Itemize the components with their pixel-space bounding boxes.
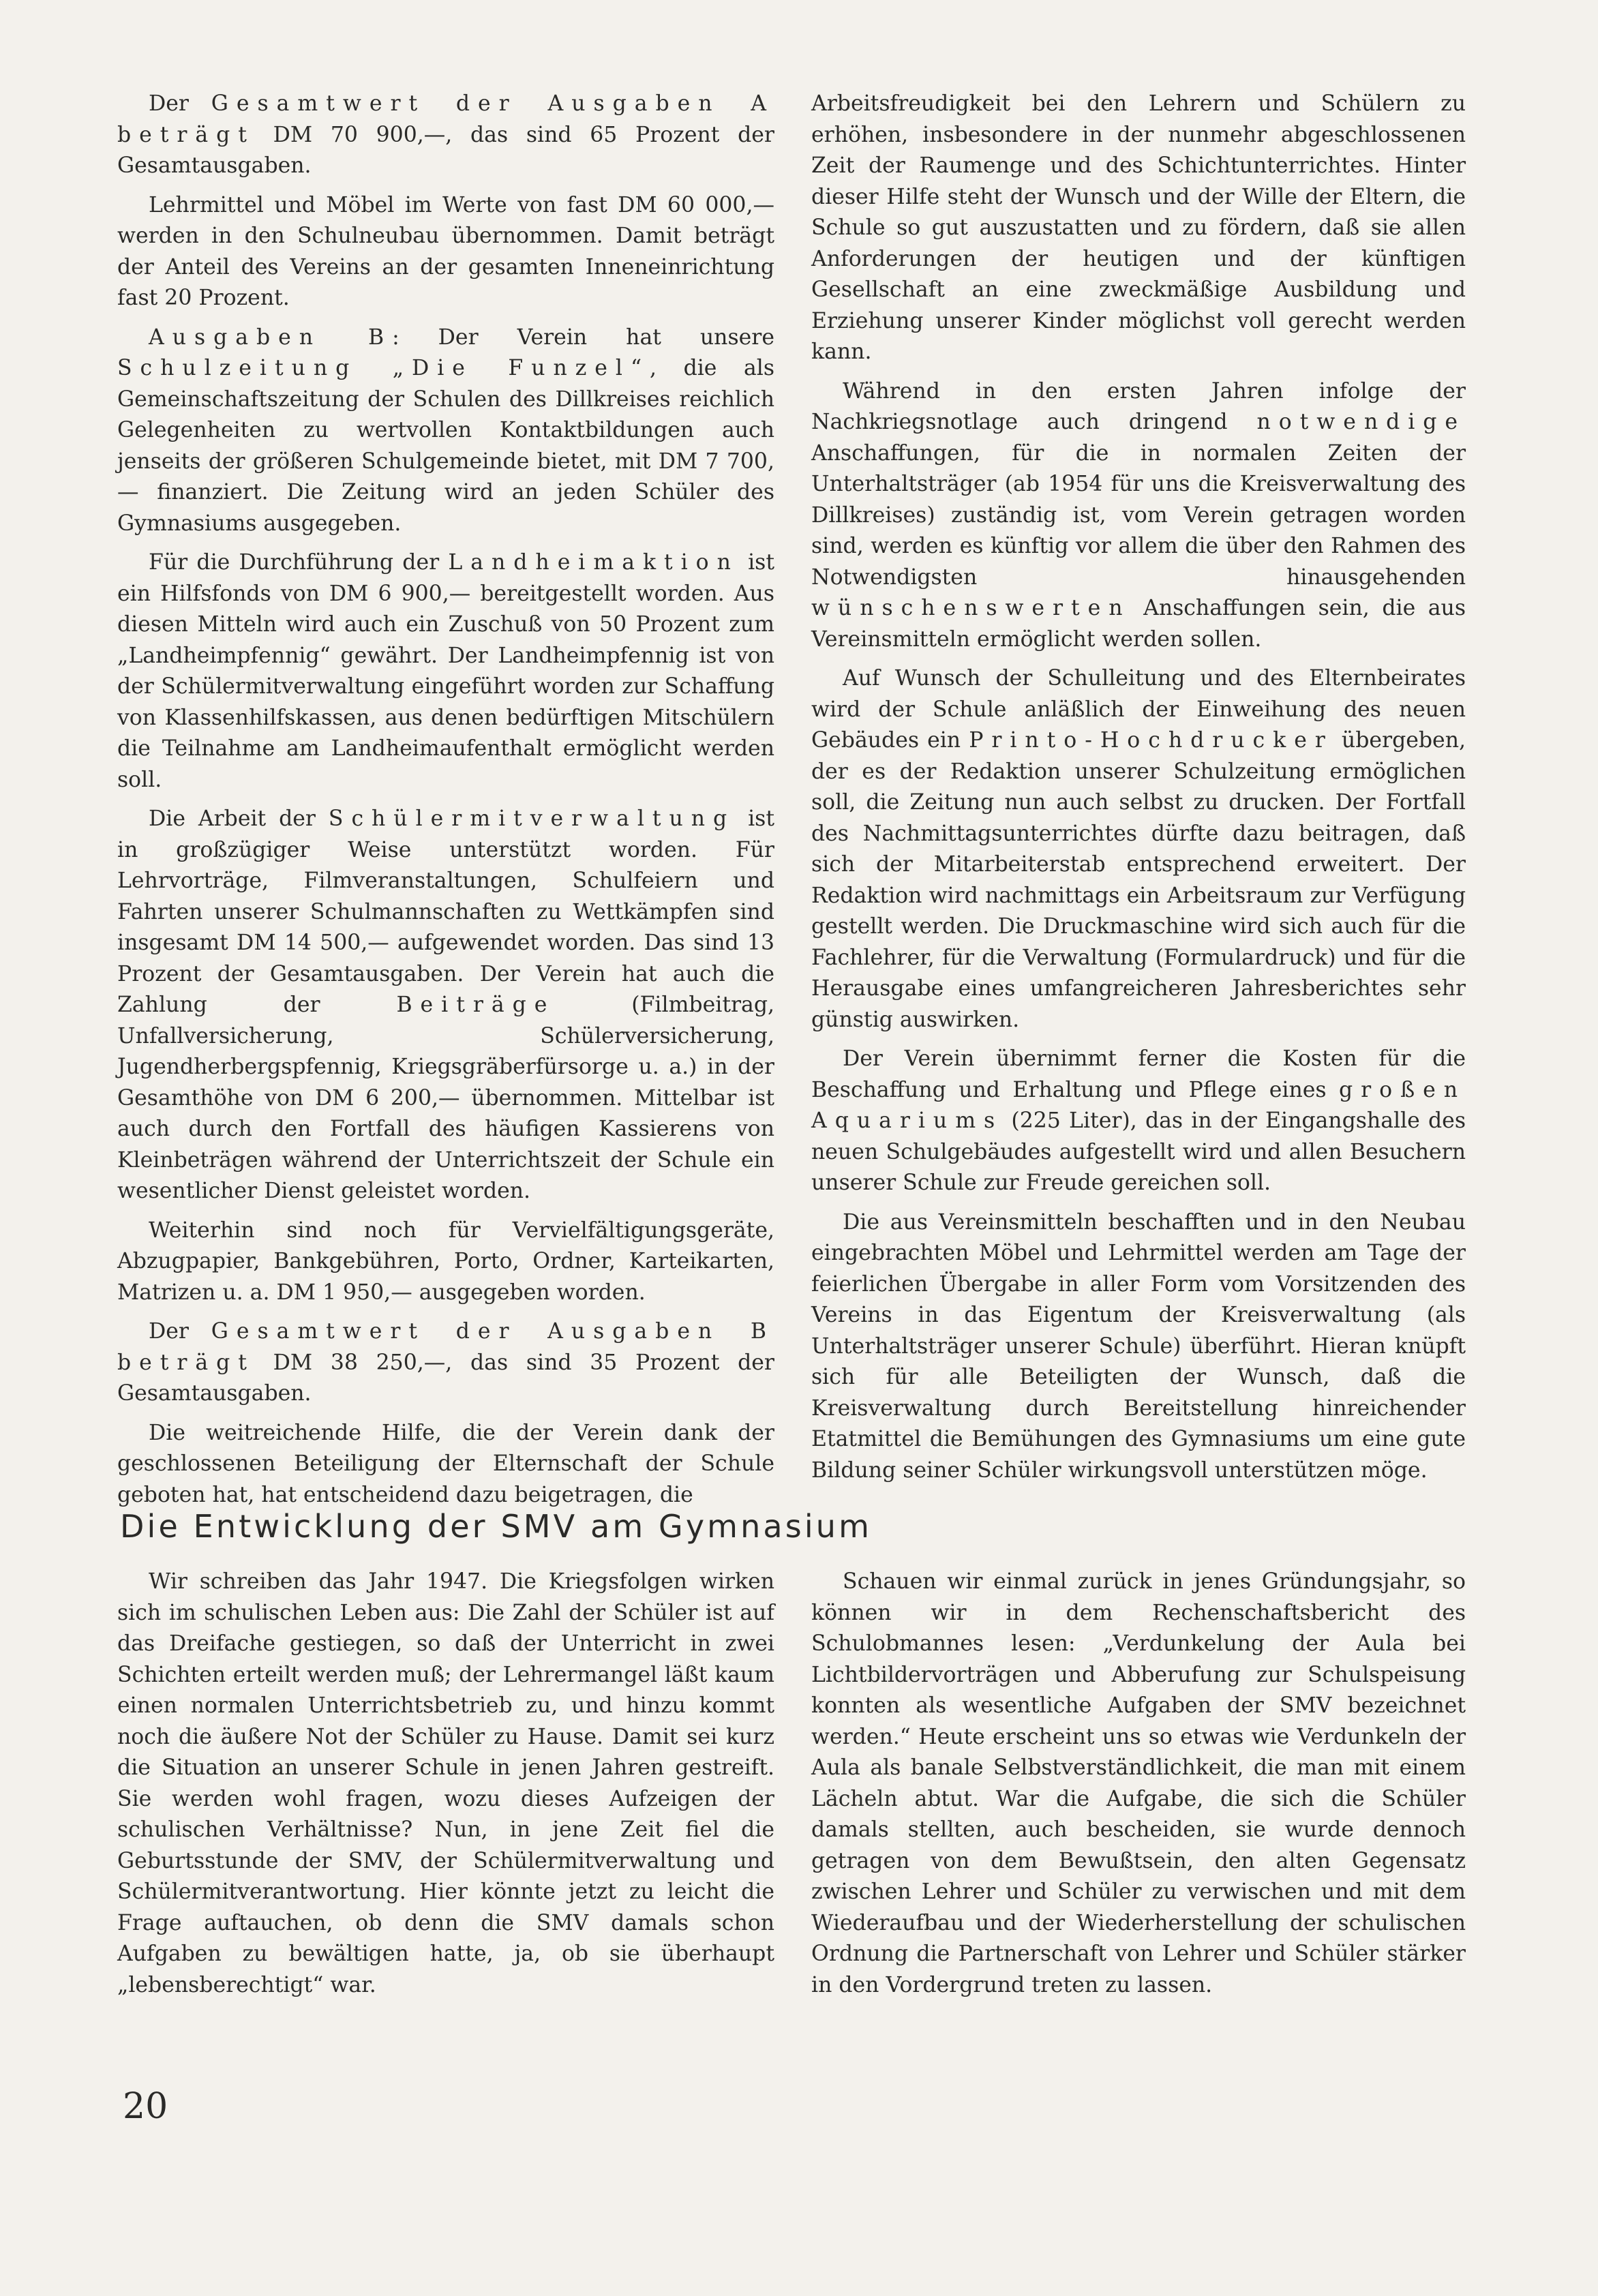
paragraph <box>811 376 1466 656</box>
paragraph: Wir schreiben das Jahr 1947. Die Kriegsfolgen wirken sich im schulischen Leben aus: Die Zahl der Schüler ist auf das Dreifache gestiegen, so daß der Unterricht in zwei Schichten erteilt werden muß; der Lehrermangel läßt kaum einen normalen Unterrichtsbetrieb zu, und hinzu kommt noch die äußere Not der Schüler zu Hause. Damit sei kurz die Situation an unserer Schule in jenen Jahren gestreift. Sie werden wohl fragen, wozu dieses Aufzeigen der schulischen Verhältnisse? Nun, in jene Zeit fiel die Geburtsstunde der SMV, der Schülermitverwaltung und Schülermitverantwortung. Hier könnte jetzt zu leicht die Frage auftauchen, ob denn die SMV damals schon Aufgaben zu bewältigen hatte, ja, ob sie überhaupt „lebensberechtigt“ war. <box>117 1569 774 1997</box>
article-column-bottom-left <box>117 1567 774 2009</box>
text-run: Der Verein übernimmt ferner die Kosten für die Beschaffung und Erhaltung und Pflege eines <box>811 1046 1466 1102</box>
spaced-emphasis: Ausgaben B <box>149 324 393 350</box>
spaced-emphasis: notwendige <box>1256 410 1466 434</box>
text-run: ist ein Hilfsfonds von DM 6 900,— bereitgestellt worden. Aus diesen Mitteln wird auch ein Zuschuß von 50 Prozent zum „Landheimpfennig“ gewährt. Der Landheimpfennig ist von der Schülermitverwaltung eingeführt worden zur Schaffung von Klassenhilfskassen, aus denen bedürftigen Mitschülern die Teilnahme am Landheimaufenthalt ermöglicht werden soll. <box>117 550 774 792</box>
text-run: : Der Verein hat unsere <box>392 324 774 350</box>
article-column-top-right <box>811 89 1466 1494</box>
paragraph <box>117 804 774 1207</box>
spaced-emphasis: Gesamtwert der Ausgaben A beträgt <box>117 91 774 147</box>
spaced-emphasis: Landheimaktion <box>448 550 739 575</box>
text-run: (Filmbeitrag, Unfallversicherung, Schülerversicherung, Jugendherbergspfennig, Kriegsgräberfürsorge u. a.) in der Gesamthöhe von DM 6 200,— übernommen. Mittelbar ist auch durch den Fortfall des häufigen Kassierens von Kleinbeträgen während der Unterrichtszeit der Schule ein wesentlicher Dienst geleistet worden. <box>117 993 774 1203</box>
paragraph: Weiterhin sind noch für Vervielfältigungsgeräte, Abzugpapier, Bankgebühren, Porto, Ordner, Karteikarten, Matrizen u. a. DM 1 950,— ausgegeben worden. <box>117 1218 774 1305</box>
text-run: Der <box>149 91 211 116</box>
text-run: Auf Wunsch der Schulleitung und des Elternbeirates wird der Schule anläßlich der Einweihung des neuen Gebäudes ein <box>811 666 1466 753</box>
paragraph <box>811 1044 1466 1199</box>
spaced-emphasis: großen Aquariums <box>811 1077 1466 1133</box>
text-run: Die Arbeit der <box>149 806 329 831</box>
paragraph <box>117 89 774 182</box>
spaced-emphasis: Schülermitverwaltung <box>328 806 736 831</box>
spaced-emphasis: Gesamtwert der Ausgaben B beträgt <box>117 1319 775 1375</box>
text-run: Anschaffungen sein, die aus Vereinsmitteln ermöglicht werden sollen. <box>811 596 1466 652</box>
paragraph: Die weitreichende Hilfe, die der Verein dank der geschlossenen Beteiligung der Elternschaft der Schule geboten hat, hat entscheidend dazu beigetragen, die <box>117 1420 774 1507</box>
text-run: Für die Durchführung der <box>149 550 449 575</box>
paragraph: Die aus Vereinsmitteln beschafften und in den Neubau eingebrachten Möbel und Lehrmittel werden am Tage der feierlichen Übergabe in aller Form vom Vorsitzenden des Vereins in das Eigentum der Kreisverwaltung (als Unterhaltsträger unserer Schule) überführt. Hieran knüpft sich für alle Beteiligten der Wunsch, daß die Kreisverwaltung durch Bereitstellung hinreichender Etatmittel die Bemühungen des Gymnasiums um eine gute Bildung seiner Schüler wirkungsvoll unterstützen möge. <box>811 1209 1466 1483</box>
text-run: ist in großzügiger Weise unterstützt worden. Für Lehrvorträge, Filmveranstaltungen, Schulfeiern und Fahrten unserer Schulmannschaften zu Wettkämpfen sind insgesamt DM 14 500,— aufgewendet worden. Das sind 13 Prozent der Gesamtausgaben. Der Verein hat auch die Zahlung der <box>117 806 774 1017</box>
section-heading: Die Entwicklung der SMV am Gymnasium <box>120 1508 873 1545</box>
spaced-emphasis: Schulzeitung „Die Funzel“ <box>117 356 650 380</box>
text-run: (225 Liter), das in der Eingangshalle des neuen Schulgebäudes aufgestellt wird und allen Besuchern unserer Schule zur Freude gereichen soll. <box>811 1108 1466 1195</box>
text-run: DM 38 250,—, das sind 35 Prozent der Gesamtausgaben. <box>117 1350 774 1406</box>
paragraph <box>117 547 774 796</box>
text-run: Anschaffungen, für die in normalen Zeiten der Unterhaltsträger (ab 1954 für uns die Kreisverwaltung des Dillkreises) zuständig ist, vom Verein getragen worden sind, werden es künftig vor allem die über den Rahmen des Notwendigsten hinausgehenden <box>811 440 1466 590</box>
text-run: DM 70 900,—, das sind 65 Prozent der Gesamtausgaben. <box>117 122 774 178</box>
article-column-top-left <box>117 89 774 1519</box>
spaced-emphasis: Beiträge <box>396 993 556 1017</box>
paragraph: Arbeitsfreudigkeit bei den Lehrern und Schülern zu erhöhen, insbesondere in der nunmehr abgeschlossenen Zeit der Raumenge und des Schichtunterrichtes. Hinter dieser Hilfe steht der Wunsch und der Wille der Eltern, die Schule so gut auszustatten und zu fördern, daß sie allen Anforderungen der heutigen und der künftigen Gesellschaft an eine zweckmäßige Ausbildung und Erziehung unserer Kinder möglichst voll gerecht werden kann. <box>811 91 1466 364</box>
paragraph: Lehrmittel und Möbel im Werte von fast DM 60 000,— werden in den Schulneubau übernommen. Damit beträgt der Anteil des Vereins an der gesamten Inneneinrichtung fast 20 Prozent. <box>117 192 774 310</box>
paragraph <box>117 1316 774 1410</box>
article-column-bottom-right <box>811 1567 1466 2009</box>
text-run: , die als Gemeinschaftszeitung der Schulen des Dillkreises reichlich Gelegenheiten zu wertvollen Kontaktbildungen auch jenseits der größeren Schulgemeinde bietet, mit DM 7 700,— finanziert. Die Zeitung wird an jeden Schüler des Gymnasiums ausgegeben. <box>117 356 774 536</box>
spaced-emphasis: Printo-Hochdrucker <box>969 728 1333 753</box>
paragraph <box>117 322 774 540</box>
text-run: übergeben, der es der Redaktion unserer Schulzeitung ermöglichen soll, die Zeitung nun auch selbst zu drucken. Der Fortfall des Nachmittagsunterrichtes dürfte dazu beitragen, daß sich der Mitarbeiterstab entsprechend erweitert. Der Redaktion wird nachmittags ein Arbeitsraum zur Verfügung gestellt werden. Die Druckmaschine wird sich auch für die Fachlehrer, für die Verwaltung (Formulardruck) und für die Herausgabe eines umfangreicheren Jahresberichtes sehr günstig auswirken. <box>811 728 1466 1032</box>
text-run: Der <box>149 1319 211 1344</box>
page-number: 20 <box>123 2086 168 2127</box>
paragraph: Schauen wir einmal zurück in jenes Gründungsjahr, so können wir in dem Rechenschaftsbericht des Schulobmannes lesen: „Verdunkelung der Aula bei Lichtbildervorträgen und Abberufung zur Schulspeisung konnten als wesentliche Aufgaben der SMV bezeichnet werden.“ Heute erscheint uns so etwas wie Verdunkeln der Aula als banale Selbstverständlichkeit, die man mit einem Lächeln abtut. War die Aufgabe, die sich die Schüler damals stellten, auch bescheiden, sie wurde dennoch getragen von dem Bewußtsein, den alten Gegensatz zwischen Lehrer und Schüler zu verwischen und mit dem Wiederaufbau und der Wiederherstellung der schulischen Ordnung die Partnerschaft von Lehrer und Schüler stärker in den Vordergrund treten zu lassen. <box>811 1569 1466 1997</box>
spaced-emphasis: wünschenswerten <box>811 596 1131 620</box>
paragraph <box>811 663 1466 1036</box>
text-run: Während in den ersten Jahren infolge der Nachkriegsnotlage auch dringend <box>811 378 1466 434</box>
